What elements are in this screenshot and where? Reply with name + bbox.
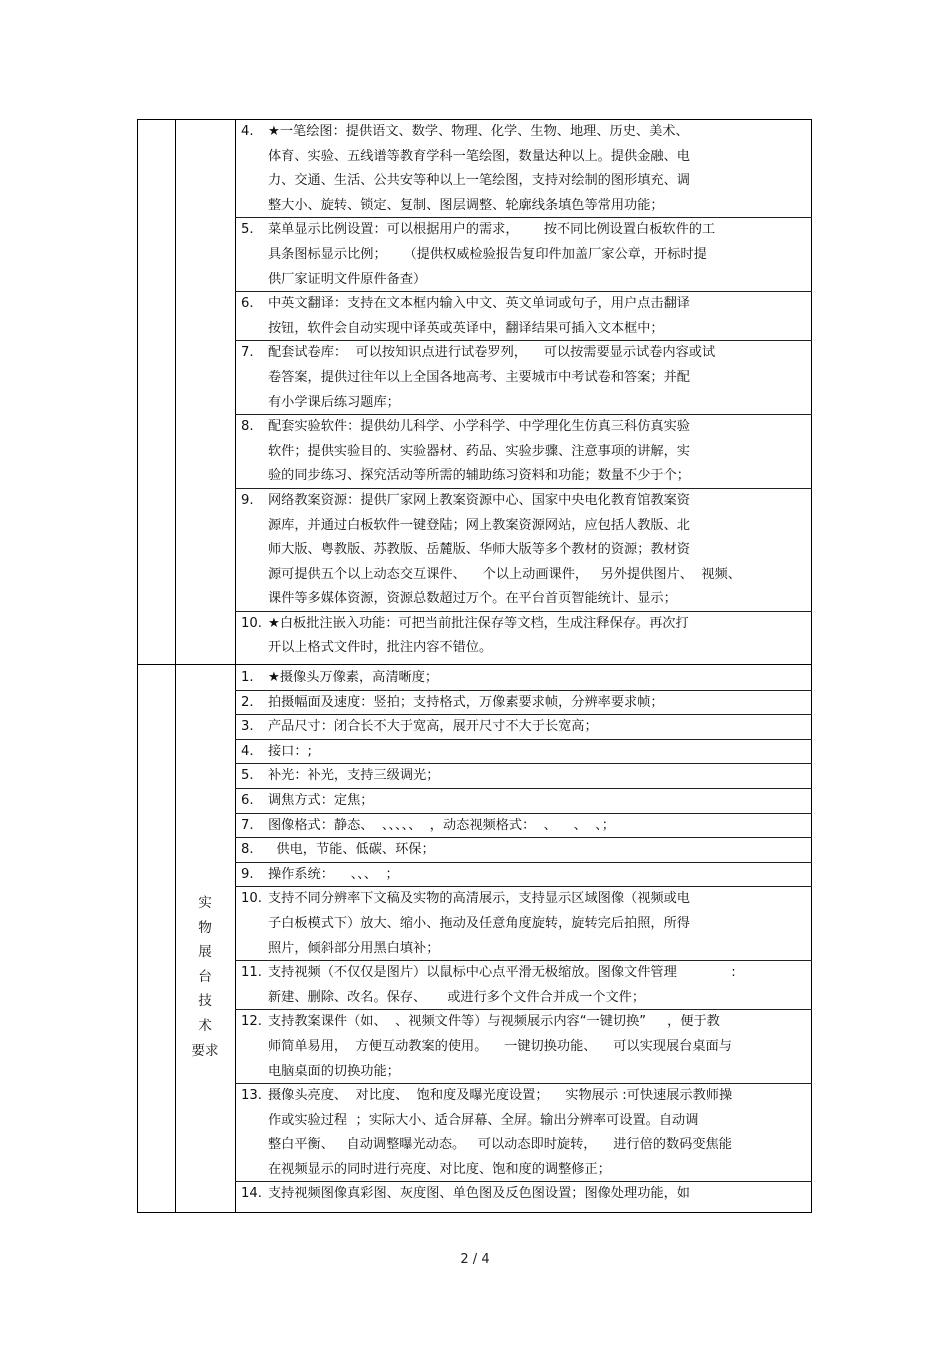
item-number: 5.: [241, 222, 254, 238]
item-number: 9.: [241, 866, 254, 882]
item-text-line: 师大版、粤教版、苏教版、岳麓版、华师大版等多个教材的资源；教材资: [268, 542, 690, 558]
item-text-line: 源可提供五个以上动态交互课件、 个以上动画课件， 另外提供图片、 视频、: [268, 566, 741, 582]
item-text-line: 子白板模式下）放大、缩小、拖动及任意角度旋转，旋转完后拍照，所得: [268, 915, 690, 931]
list-item: [235, 341, 812, 415]
section-whiteboard-items: [235, 120, 812, 661]
item-text-line: 体育、实验、五线谱等教育学科一笔绘图，数量达种以上。提供金融、电: [268, 148, 690, 164]
item-text-line: 在视频显示的同时进行亮度、对比度、饱和度的调整修正；: [268, 1161, 611, 1177]
item-text-line: 产品尺寸：闭合长不大于宽高，展开尺寸不大于长宽高；: [268, 719, 598, 735]
item-text-line: ★一笔绘图：提供语文、数学、物理、化学、生物、地理、历史、美术、: [268, 124, 689, 139]
item-number: 7.: [241, 817, 254, 833]
item-text-line: ★摄像头万像素，高清晰度；: [268, 670, 439, 685]
item-number: 6.: [241, 296, 254, 312]
section-label-line: 实 物: [198, 895, 226, 936]
list-item: [235, 489, 812, 612]
list-item: [235, 612, 812, 661]
table-border-left: [137, 119, 138, 1213]
section-label-line: 要求: [191, 1042, 219, 1059]
item-text-line: 整大小、旋转、锁定、复制、图层调整、轮廓线条填色等常用功能；: [268, 197, 664, 213]
item-text-line: 新建、删除、改名。保存、 或进行多个文件合并成一个文件；: [268, 989, 646, 1005]
item-text-line: 补光：补光，支持三级调光；: [268, 768, 440, 784]
list-item: [235, 789, 812, 814]
list-item: [235, 1084, 812, 1182]
item-number: 2.: [241, 694, 254, 710]
item-text-line: 作或实验过程 ；实际大小、适合屏幕、全屏。输出分辨率可设置。自动调: [268, 1112, 699, 1128]
item-text-line: 供厂家证明文件原件备查）: [268, 271, 427, 287]
item-number: 13.: [241, 1088, 262, 1104]
list-item: [235, 415, 812, 489]
item-text-line: 师简单易用， 方便互动教案的使用。 一键切换功能、 可以实现展台桌面与: [268, 1038, 732, 1054]
item-number: 10.: [241, 891, 262, 907]
list-item: [235, 863, 812, 888]
section-label-line: 展 台: [198, 944, 226, 985]
item-number: 7.: [241, 345, 254, 361]
item-number: 8.: [241, 842, 254, 858]
list-item: [235, 218, 812, 292]
item-text-line: 有小学课后练习题库；: [268, 394, 400, 410]
item-text-line: 照片，倾斜部分用黑白填补；: [268, 940, 440, 956]
item-text-line: 菜单显示比例设置：可以根据用户的需求， 按不同比例设置白板软件的工: [268, 222, 716, 238]
section-label-line: 技 术: [198, 993, 226, 1034]
item-text-line: 具条图标显示比例； （提供权威检验报告复印件加盖厂家公章，开标时提: [268, 246, 707, 262]
list-item: [235, 1010, 812, 1084]
item-number: 4.: [241, 743, 254, 759]
section-divider: [137, 664, 812, 665]
item-text-line: 按钮，软件会自动实现中译英或英译中，翻译结果可插入文本框中；: [268, 320, 664, 336]
item-number: 6.: [241, 792, 254, 808]
item-number: 14.: [241, 1186, 262, 1202]
item-text-line: 配套实验软件：提供幼儿科学、小学科学、中学理化生仿真三科仿真实验: [268, 419, 690, 435]
item-text-line: 软件；提供实验目的、实验器材、药品、实验步骤、注意事项的讲解，实: [268, 443, 690, 459]
list-item: [235, 838, 812, 863]
item-text-line: 操作系统： 、、、 ；: [268, 866, 399, 882]
item-number: 10.: [241, 615, 262, 631]
item-text-line: 电脑桌面的切换功能；: [268, 1063, 400, 1079]
item-text-line: 配套试卷库： 可以按知识点进行试卷罗列， 可以按需要显示试卷内容或试: [268, 345, 716, 361]
item-text-line: 开以上格式文件时，批注内容不错位。: [268, 640, 493, 656]
list-item: [235, 887, 812, 961]
item-text-line: 卷答案，提供过往年以上全国各地高考、主要城市中考试卷和答案；并配: [268, 369, 690, 385]
table-border-bottom: [137, 1212, 812, 1213]
item-number: 5.: [241, 768, 254, 784]
item-number: 1.: [241, 670, 254, 685]
list-item: [235, 740, 812, 765]
page-number: 2 / 4: [460, 1252, 490, 1267]
list-item: [235, 814, 812, 839]
section-visualizer-items: [235, 666, 812, 1207]
item-number: 3.: [241, 719, 254, 735]
list-item: [235, 1182, 812, 1207]
item-number: 12.: [241, 1014, 262, 1030]
list-item: [235, 691, 812, 716]
item-text-line: 接口：;: [268, 743, 313, 759]
list-item: [235, 764, 812, 789]
item-text-line: 拍摄幅面及速度：竖拍；支持格式，万像素要求帧，分辨率要求帧；: [268, 694, 664, 710]
item-text-line: 中英文翻译：支持在文本框内输入中文、英文单词或句子，用户点击翻译: [268, 296, 690, 312]
item-text-line: 图像格式：静态、 、、、、、 ，动态视频格式： 、 、 、；: [268, 817, 615, 833]
item-text-line: 网络教案资源：提供厂家网上教案资源中心、国家中央电化教育馆教案资: [268, 492, 690, 508]
list-item: [235, 715, 812, 740]
item-text-line: 力、交通、生活、公共安等种以上一笔绘图，支持对绘制的图形填充、调: [268, 173, 690, 189]
item-text-line: 摄像头亮度、 对比度、 饱和度及曝光度设置； 实物展示 :可快速展示教师操: [268, 1088, 733, 1104]
list-item: [235, 961, 812, 1010]
item-text-line: 支持视频图像真彩图、灰度图、单色图及反色图设置；图像处理功能，如: [268, 1186, 690, 1202]
item-text-line: 验的同步练习、探究活动等所需的辅助练习资料和功能；数量不少于个；: [268, 468, 690, 484]
item-text-line: 支持不同分辨率下文稿及实物的高清展示，支持显示区域图像（视频或电: [268, 891, 690, 907]
item-number: 11.: [241, 965, 262, 981]
item-text-line: 支持视频（不仅仅是图片）以鼠标中心点平滑无极缩放。图像文件管理 :: [268, 965, 736, 981]
list-item: [235, 666, 812, 691]
item-text-line: 调焦方式：定焦；: [268, 792, 374, 808]
item-number: 8.: [241, 419, 254, 435]
item-text-line: 源库，并通过白板软件一键登陆；网上教案资源网站，应包括人教版、北: [268, 517, 690, 533]
item-text-line: 支持教案课件（如、 、视频文件等）与视频展示内容“一键切换” ，便于教: [268, 1014, 720, 1030]
item-text-line: ★白板批注嵌入功能：可把当前批注保存等文档，生成注释保存。再次打: [268, 615, 689, 631]
spec-table: [137, 119, 812, 1213]
item-text-line: 整白平衡、 自动调整曝光动态。 可以动态即时旋转， 进行倍的数码变焦能: [268, 1137, 732, 1153]
section-label: [175, 891, 235, 1063]
item-number: 4.: [241, 124, 254, 139]
item-text-line: 供电，节能、低碳、环保；: [268, 842, 435, 858]
item-number: 9.: [241, 492, 254, 508]
list-item: [235, 292, 812, 341]
list-item: [235, 120, 812, 218]
item-text-line: 课件等多媒体资源，资源总数超过万个。在平台首页智能统计、显示；: [268, 591, 677, 607]
